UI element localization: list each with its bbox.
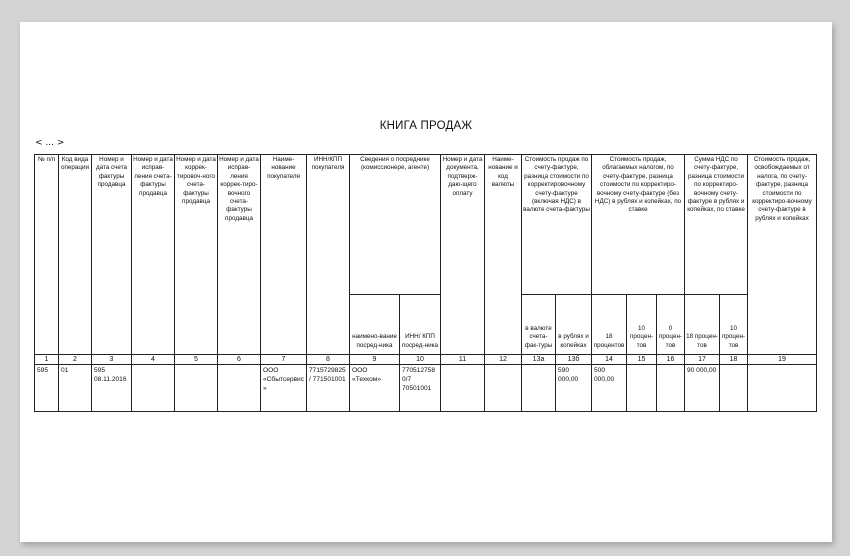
cell-invoice-number-date: 595 08.11.2016 — [92, 365, 132, 412]
table-row — [35, 365, 817, 412]
cell-value-invoice-currency — [522, 365, 556, 412]
cell-vat-10 — [720, 365, 748, 412]
column-number: 4 — [132, 355, 175, 365]
header-value-invoice-currency: в валюте счета-фак-туры — [522, 295, 556, 355]
cell-taxable-10 — [627, 365, 657, 412]
document-page — [20, 22, 832, 542]
header-buyer-name: Наиме-нование покупателя — [261, 155, 307, 355]
column-number: 6 — [218, 355, 261, 365]
header-currency: Наиме-нование и код валюты — [485, 155, 522, 355]
cell-payment-document — [441, 365, 485, 412]
column-number: 9 — [350, 355, 400, 365]
column-number: 7 — [261, 355, 307, 365]
cell-row-number: 595 — [35, 365, 59, 412]
column-number: 12 — [485, 355, 522, 365]
header-intermediary-info: Сведения о посреднике (комиссионере, агенте) — [350, 155, 441, 295]
column-number: 2 — [59, 355, 92, 365]
cell-invoice-correction — [132, 365, 175, 412]
header-taxable-0: 0 процен-тов — [657, 295, 685, 355]
header-row-number: № п/п — [35, 155, 59, 355]
header-taxable-18: 18 процентов — [592, 295, 627, 355]
column-number: 14 — [592, 355, 627, 365]
column-number: 17 — [685, 355, 720, 365]
cell-taxable-18: 500 000,00 — [592, 365, 627, 412]
header-intermediary-inn-kpp: ИНН/ КПП посред-ника — [400, 295, 441, 355]
document-title: КНИГА ПРОДАЖ — [379, 120, 473, 132]
column-number: 5 — [175, 355, 218, 365]
header-vat-18: 18 процен-тов — [685, 295, 720, 355]
column-number: 8 — [307, 355, 350, 365]
header-buyer-inn-kpp: ИНН/КПП покупателя — [307, 155, 350, 355]
header-operation-code: Код вида операции — [59, 155, 92, 355]
header-payment-document: Номер и дата документа, подтверж-даю-щего оплату — [441, 155, 485, 355]
column-number: 19 — [748, 355, 817, 365]
sales-book-table — [34, 154, 817, 412]
header-adjustment-invoice: Номер и дата коррек-тировоч-ного счета-фактуры продавца — [175, 155, 218, 355]
cell-buyer-name: ООО «Сбытсервис» — [261, 365, 307, 412]
omission-marker: < ... > — [35, 138, 65, 148]
column-number: 10 — [400, 355, 441, 365]
cell-intermediary-inn-kpp: 7705127580/7 70501001 — [400, 365, 441, 412]
cell-adjustment-correction — [218, 365, 261, 412]
header-intermediary-name: наимено-вание посред-ника — [350, 295, 400, 355]
header-adjustment-correction: Номер и дата исправ-ления коррек-тиро-вочного счета-фактуры продавца — [218, 155, 261, 355]
column-numbers-row — [35, 355, 817, 365]
cell-adjustment-invoice — [175, 365, 218, 412]
column-number: 3 — [92, 355, 132, 365]
column-number: 15 — [627, 355, 657, 365]
column-number: 16 — [657, 355, 685, 365]
column-number: 1 — [35, 355, 59, 365]
cell-buyer-inn-kpp: 7715729825/ 771501001 — [307, 365, 350, 412]
cell-value-rubles: 590 000,00 — [556, 365, 592, 412]
column-number: 11 — [441, 355, 485, 365]
cell-currency — [485, 365, 522, 412]
header-value-rubles: в рублях и копейках — [556, 295, 592, 355]
header-vat-amount: Сумма НДС по счету-фактуре, разница стоимости по корректиро-вочному счету-фактуре в рублях и копейках, по ставке — [685, 155, 748, 295]
header-taxable-sales: Стоимость продаж, облагаемых налогом, по счету-фактуре, разница стоимости по корректиро-вочному счету-фактуре (без НДС) в рублях и копейках, по ставке — [592, 155, 685, 295]
header-invoice-number-date: Номер и дата счета фактуры продавца — [92, 155, 132, 355]
column-number: 13б — [556, 355, 592, 365]
cell-taxable-0 — [657, 365, 685, 412]
column-number: 13а — [522, 355, 556, 365]
header-vat-10: 10 процен-тов — [720, 295, 748, 355]
cell-operation-code: 01 — [59, 365, 92, 412]
column-number: 18 — [720, 355, 748, 365]
header-invoice-correction: Номер и дата исправ-ления счета-фактуры продавца — [132, 155, 175, 355]
header-sales-value: Стоимость продаж по счету-фактуре, разница стоимости по корректировочному счету-фактуре (включая НДС) в валюте счета-фактуры — [522, 155, 592, 295]
header-taxable-10: 10 процен-тов — [627, 295, 657, 355]
cell-exempt-sales — [748, 365, 817, 412]
cell-vat-18: 90 000,00 — [685, 365, 720, 412]
header-exempt-sales: Стоимость продаж, освобождаемых от налога, по счету-фактуре, разница стоимости по корректиро-вочному счету-фактуре в рублях и копейках — [748, 155, 817, 355]
cell-intermediary-name: ООО «Техком» — [350, 365, 400, 412]
